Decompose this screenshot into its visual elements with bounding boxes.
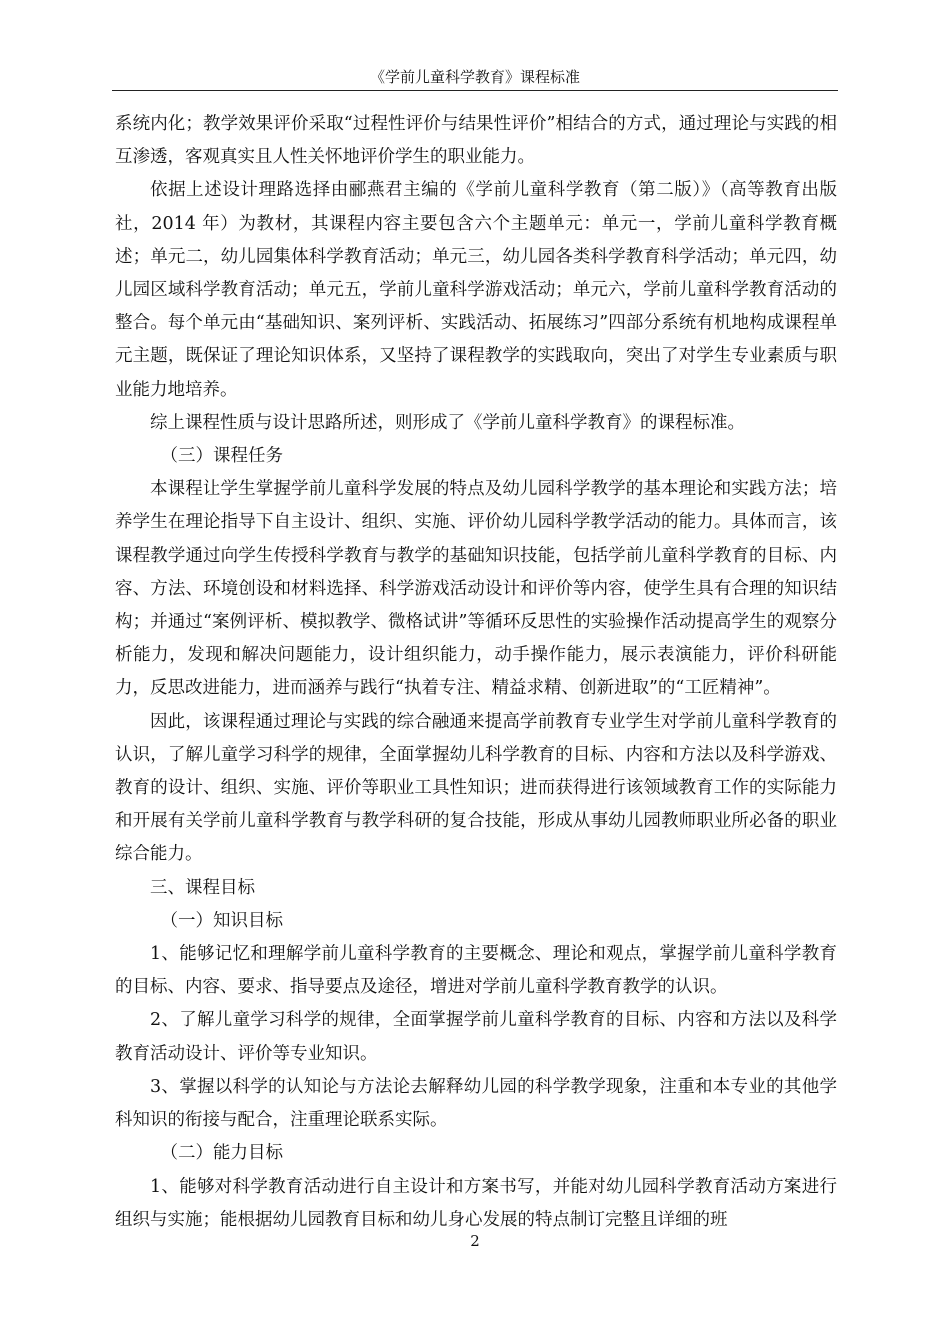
- paragraph-textbook-units: 依据上述设计理路选择由郦燕君主编的《学前儿童科学教育（第二版）》（高等教育出版社，2014 年）为教材，其课程内容主要包含六个主题单元：单元一，学前儿童科学教育概述；单元二，幼儿园集体科学教育活动；单元三，幼儿园各类科学教育科学活动；单元四，幼儿园区域科学教育活动；单元五，学前儿童科学游戏活动；单元六，学前儿童科学教育活动的整合。每个单元由“基础知识、案列评析、实践活动、拓展练习”四部分系统有机地构成课程单元主题，既保证了理论知识体系，又坚持了课程教学的实践取向，突出了对学生专业素质与职业能力地培养。: [115, 180, 837, 400]
- document-body: [115, 108, 837, 1237]
- knowledge-objective-3: 3、掌握以科学的认知论与方法论去解释幼儿园的科学教学现象，注重和本专业的其他学科知识的衔接与配合，注重理论联系实际。: [115, 1076, 837, 1131]
- heading-course-tasks: （三）课程任务: [160, 446, 283, 467]
- knowledge-objective-2: 2、了解儿童学习科学的规律，全面掌握学前儿童科学教育的目标、内容和方法以及科学教育活动设计、评价等专业知识。: [115, 1010, 837, 1064]
- knowledge-objective-1: 1、能够记忆和理解学前儿童科学教育的主要概念、理论和观点，掌握学前儿童科学教育的目标、内容、要求、指导要点及途径，增进对学前儿童科学教育教学的认识。: [115, 944, 837, 998]
- paragraph-evaluation: 系统内化；教学效果评价采取“过程性评价与结果性评价”相结合的方式，通过理论与实践的相互渗透，客观真实且人性关怀地评价学生的职业能力。: [115, 114, 837, 168]
- heading-ability-objectives: （二）能力目标: [160, 1143, 283, 1164]
- paragraph-summary: 综上课程性质与设计思路所述，则形成了《学前儿童科学教育》的课程标准。: [150, 412, 745, 433]
- page-header: 《学前儿童科学教育》课程标准: [112, 64, 838, 91]
- ability-objective-1: 1、能够对科学教育活动进行自主设计和方案书写，并能对幼儿园科学教育活动方案进行组织与实施；能根据幼儿园教育目标和幼儿身心发展的特点制订完整且详细的班: [115, 1176, 837, 1230]
- paragraph-course-tasks: 本课程让学生掌握学前儿童科学发展的特点及幼儿园科学教学的基本理论和实践方法；培养学生在理论指导下自主设计、组织、实施、评价幼儿园科学教学活动的能力。具体而言，该课程教学通过向学生传授科学教育与教学的基础知识技能，包括学前儿童科学教育的目标、内容、方法、环境创设和材料选择、科学游戏活动设计和评价等内容，使学生具有合理的知识结构；并通过“案例评析、模拟教学、微格试讲”等循环反思性的实验操作活动提高学生的观察分析能力，发现和解决问题能力，设计组织能力，动手操作能力，展示表演能力，评价科研能力，反思改进能力，进而涵养与践行“执着专注、精益求精、创新进取”的“工匠精神”。: [115, 479, 837, 699]
- heading-course-objectives: 三、课程目标: [150, 877, 255, 898]
- page-number: 2: [470, 1232, 480, 1250]
- heading-knowledge-objectives: （一）知识目标: [160, 910, 283, 931]
- paragraph-therefore: 因此，该课程通过理论与实践的综合融通来提高学前教育专业学生对学前儿童科学教育的认识，了解儿童学习科学的规律，全面掌握幼儿科学教育的目标、内容和方法以及科学游戏、教育的设计、组织、实施、评价等职业工具性知识；进而获得进行该领域教育工作的实际能力和开展有关学前儿童科学教育与教学科研的复合技能，形成从事幼儿园教师职业所必备的职业综合能力。: [115, 711, 837, 865]
